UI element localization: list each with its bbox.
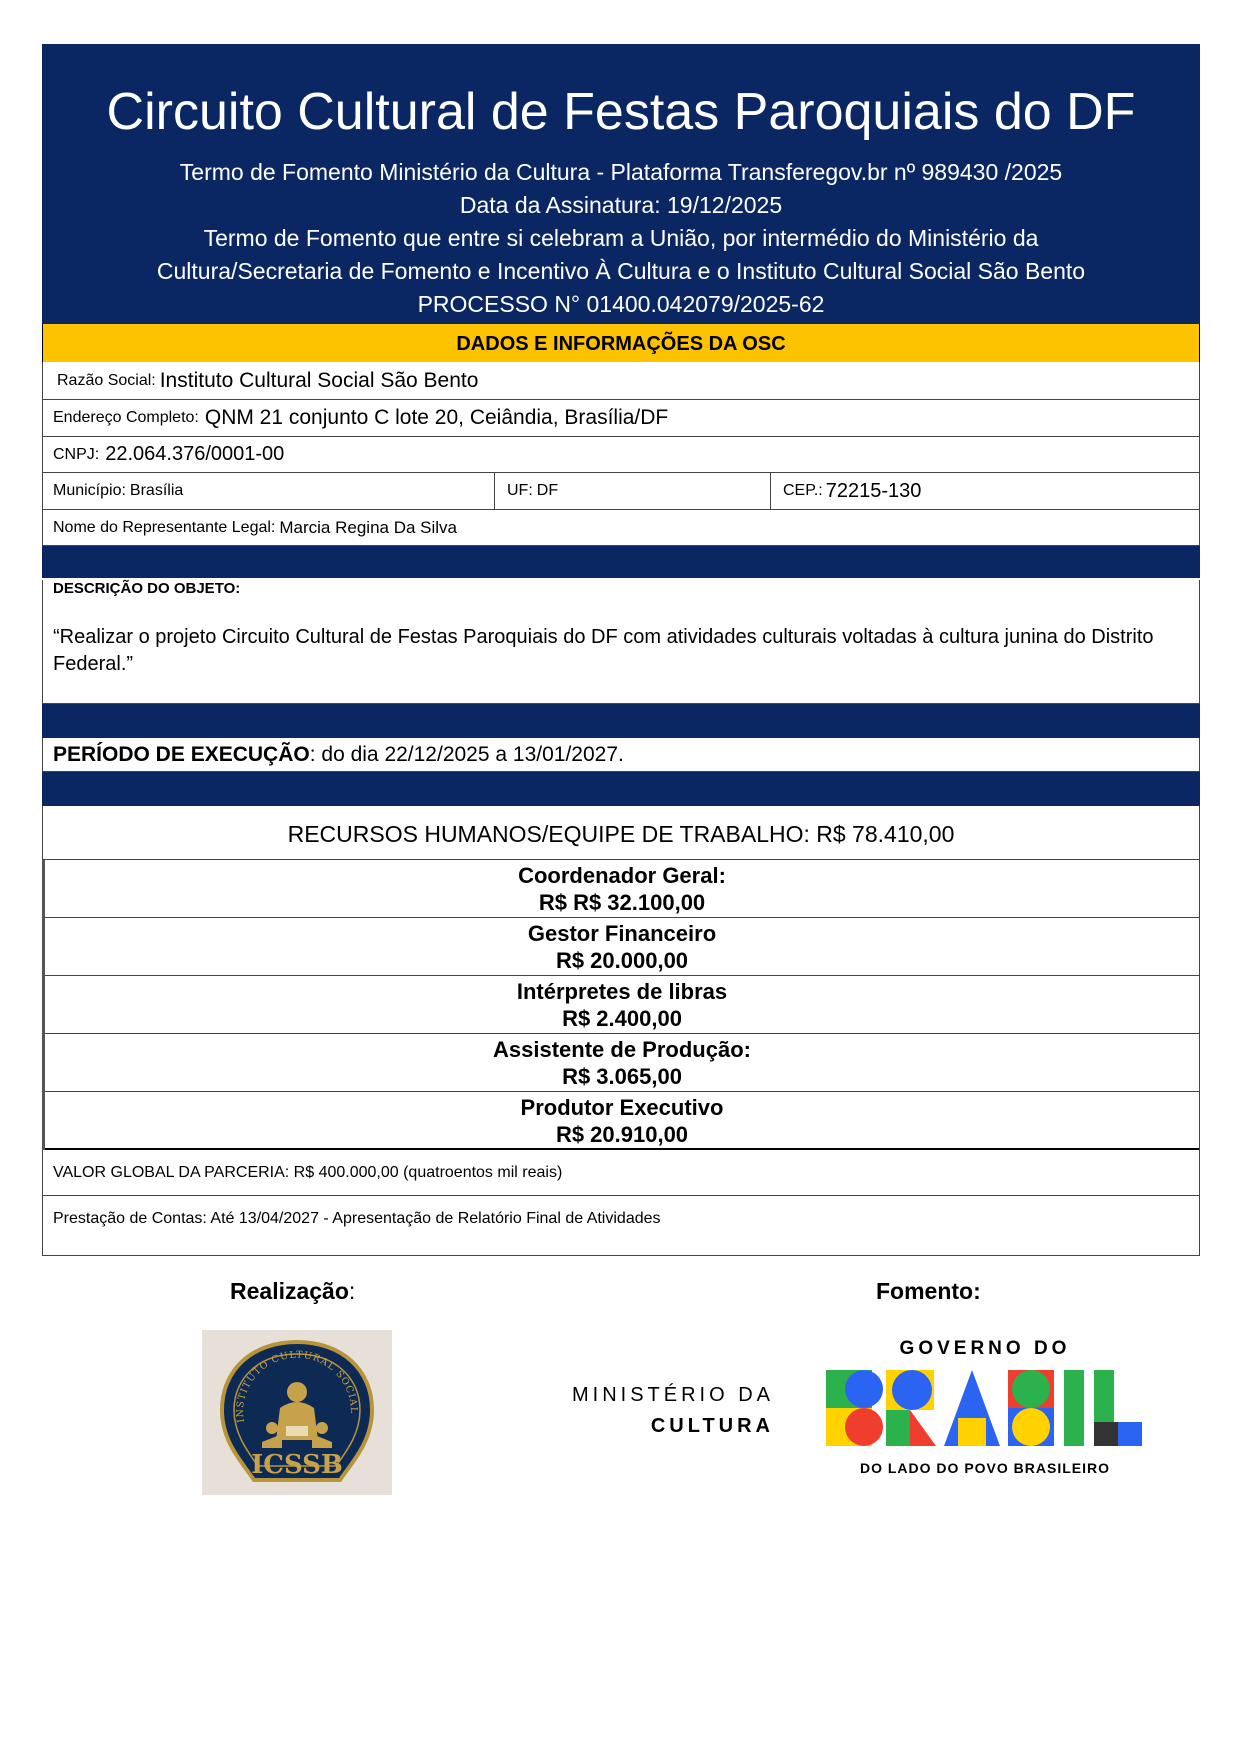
municipio-value: Brasília (129, 482, 184, 499)
role-name: Produtor Executivo (520, 1095, 724, 1120)
ministerio-line-1: MINISTÉRIO DA (571, 1384, 774, 1406)
ministerio-line-2: CULTURA (650, 1415, 774, 1437)
roles-table (42, 860, 1200, 1150)
representante-label: Nome do Representante Legal: (53, 518, 276, 536)
objeto-heading: DESCRIÇÃO DO OBJETO: (53, 580, 241, 597)
termo-line: Termo de Fomento Ministério da Cultura - Plataforma Transferegov.br nº 989430 /2025 (179, 159, 1063, 185)
fomento-label: Fomento: (876, 1278, 981, 1304)
ministerio-cultura-logo (562, 1384, 774, 1438)
header-banner (42, 44, 1200, 324)
endereco-row (42, 400, 1200, 437)
representante-value: Marcia Regina Da Silva (279, 517, 458, 537)
recursos-title: RECURSOS HUMANOS/EQUIPE DE TRABALHO: R$ 78.410,00 (42, 806, 1200, 860)
prestacao-contas: Prestação de Contas: Até 13/04/2027 - Apresentação de Relatório Final de Atividades (42, 1196, 1200, 1256)
objeto-section (42, 580, 1200, 704)
brasil-wordmark-icon (824, 1366, 1146, 1454)
realizacao-colon: : (348, 1278, 356, 1304)
razao-social-label: Razão Social: (57, 371, 156, 389)
periodo-label: PERÍODO DE EXECUÇÃO (53, 743, 310, 766)
role-gestor (45, 918, 1199, 976)
cep-value: 72215-130 (825, 479, 922, 502)
assinatura-line: Data da Assinatura: 19/12/2025 (459, 192, 783, 218)
endereco-label: Endereço Completo: (53, 409, 199, 426)
document-title: Circuito Cultural de Festas Paroquiais do DF (106, 83, 1136, 141)
cnpj-value: 22.064.376/0001-00 (105, 443, 285, 465)
cep-label: CEP.: (783, 482, 823, 499)
role-interpretes (45, 976, 1199, 1034)
governo-bottom-text: DO LADO DO POVO BRASILEIRO (859, 1460, 1110, 1476)
icssb-logo (202, 1330, 392, 1495)
role-value: R$ 3.065,00 (562, 1064, 682, 1089)
endereco-value: QNM 21 conjunto C lote 20, Ceiândia, Brasília/DF (204, 406, 669, 429)
role-assistente (45, 1034, 1199, 1092)
celebram-line-2: Cultura/Secretaria de Fomento e Incentivo À Cultura e o Instituto Cultural Social São Bento (156, 258, 1086, 284)
uf-label: UF: (507, 482, 533, 499)
osc-section-title: DADOS E INFORMAÇÕES DA OSC (42, 324, 1200, 362)
representante-row (42, 510, 1200, 546)
valor-global: VALOR GLOBAL DA PARCERIA: R$ 400.000,00 (quatroentos mil reais) (42, 1150, 1200, 1196)
celebram-line-1: Termo de Fomento que entre si celebram a União, por intermédio do Ministério da (203, 225, 1039, 251)
role-name: Gestor Financeiro (527, 921, 717, 946)
role-value: R$ R$ 32.100,00 (538, 890, 706, 915)
role-produtor (45, 1092, 1199, 1150)
governo-top-text: GOVERNO DO (899, 1338, 1071, 1359)
icssb-ring-text: INSTITUTO CULTURAL SOCIAL (234, 1349, 360, 1424)
municipio-label: Município: (53, 482, 126, 499)
separator-band (42, 704, 1200, 738)
realizacao-label (230, 1278, 355, 1305)
razao-social-value: Instituto Cultural Social São Bento (159, 368, 479, 392)
localizacao-row (42, 473, 1200, 510)
role-coordenador (45, 860, 1199, 918)
role-value: R$ 20.910,00 (555, 1122, 689, 1147)
separator-band (42, 772, 1200, 806)
role-name: Coordenador Geral: (518, 863, 726, 888)
separator-band (42, 546, 1200, 578)
uf-value: DF (536, 482, 559, 499)
periodo-text: : do dia 22/12/2025 a 13/01/2027. (309, 743, 624, 766)
periodo-row (42, 738, 1200, 772)
governo-brasil-logo (824, 1338, 1146, 1476)
role-name: Assistente de Produção: (493, 1037, 751, 1062)
icssb-text: ICSSB (251, 1450, 343, 1480)
document (42, 44, 1200, 1256)
processo-line: PROCESSO N° 01400.042079/2025-62 (417, 291, 825, 317)
role-name: Intérpretes de libras (516, 979, 728, 1004)
realizacao-text: Realização (230, 1278, 349, 1304)
objeto-text: “Realizar o projeto Circuito Cultural de Festas Paroquiais do DF com atividades culturais voltadas à cultura junina do Distrito Federal.” (53, 626, 1154, 675)
cnpj-row (42, 437, 1200, 473)
role-value: R$ 20.000,00 (555, 948, 689, 973)
razao-social-row (42, 362, 1200, 400)
role-value: R$ 2.400,00 (562, 1006, 682, 1031)
cnpj-label: CNPJ: (53, 445, 100, 463)
